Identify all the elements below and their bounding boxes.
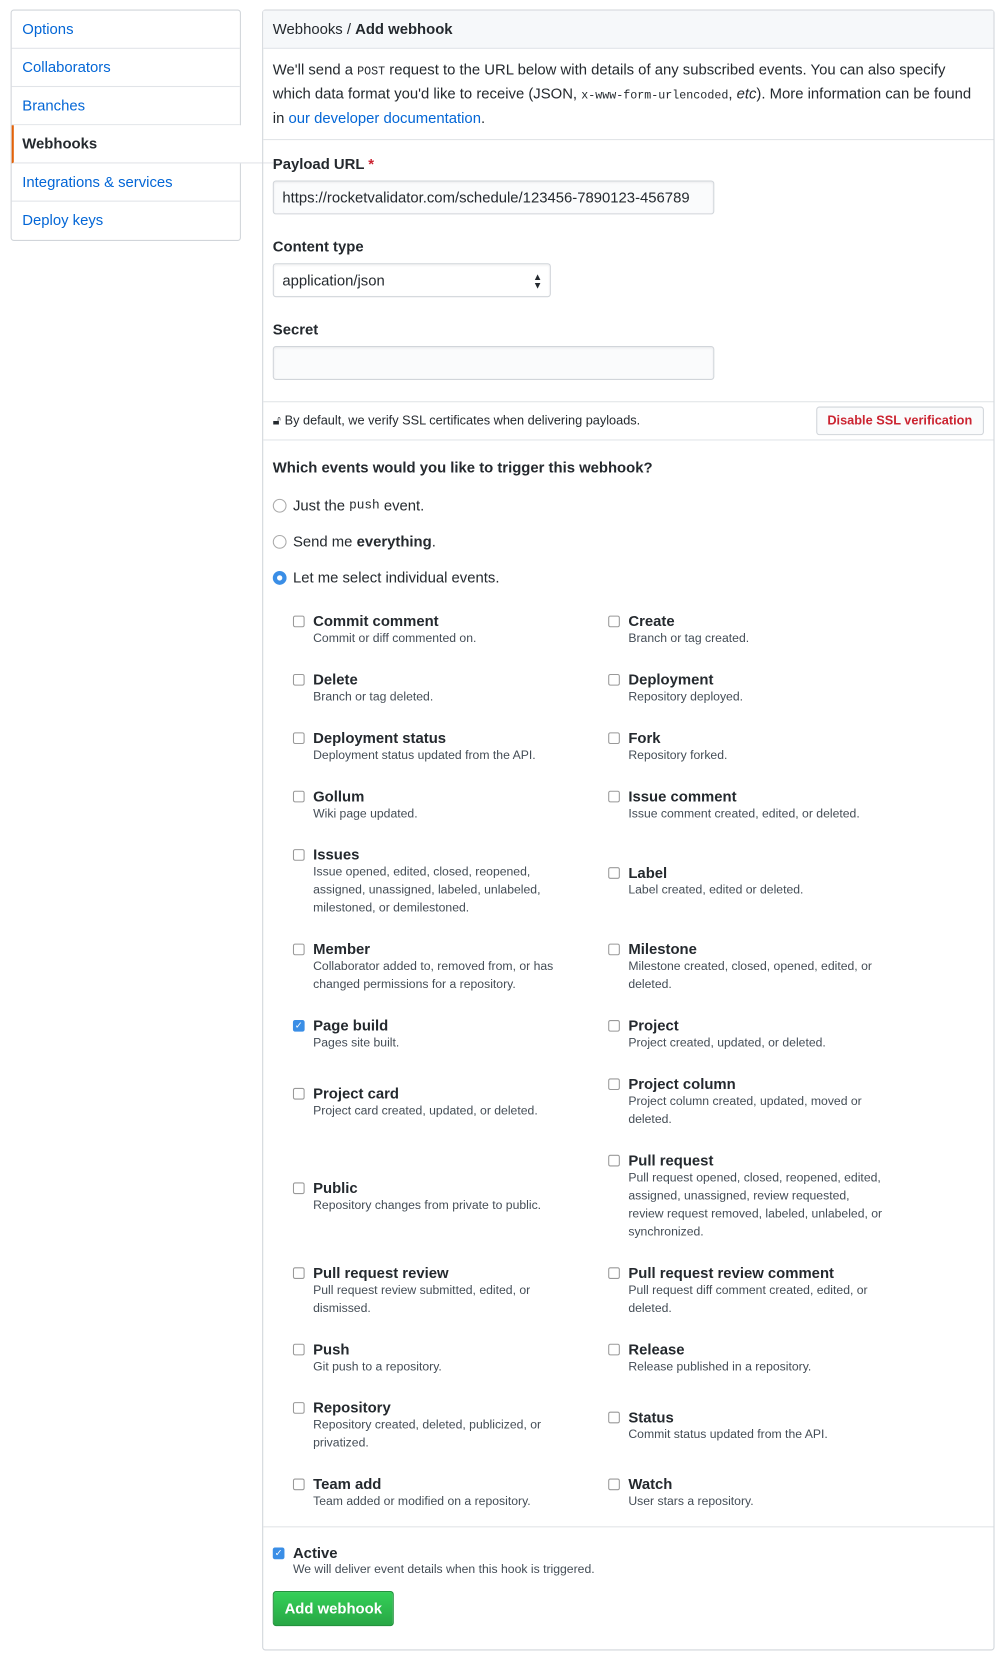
event-checkbox[interactable] <box>293 1087 305 1099</box>
breadcrumb <box>263 11 993 49</box>
event-desc: Wiki page updated. <box>313 807 418 821</box>
event-name: Commit comment <box>313 612 439 630</box>
event-desc: Repository changes from private to public. <box>313 1198 542 1212</box>
radio-label-bold: everything <box>356 532 432 550</box>
intro-part: etc <box>736 84 757 102</box>
events-question: Which events would you like to trigger this webhook? <box>272 458 653 476</box>
event-desc: Deployment status updated from the API. <box>313 749 536 763</box>
event-option[interactable] <box>293 939 608 994</box>
event-name: Release <box>628 1340 685 1358</box>
form-footer <box>263 1526 993 1643</box>
radio-individual[interactable] <box>273 567 984 588</box>
event-option[interactable] <box>608 1151 958 1242</box>
event-option[interactable] <box>608 1474 958 1511</box>
select-arrows-icon: ▲ ▼ <box>532 271 543 291</box>
breadcrumb-parent[interactable]: Webhooks <box>272 20 343 38</box>
event-checkbox[interactable] <box>293 1267 305 1279</box>
event-name: Team add <box>313 1475 382 1493</box>
event-desc: Git push to a repository. <box>313 1360 442 1374</box>
settings-sidebar <box>11 10 241 241</box>
event-desc: Pull request diff comment created, edited, or deleted. <box>628 1284 868 1316</box>
event-checkbox[interactable] <box>293 674 305 686</box>
event-desc: Project column created, updated, moved or deleted. <box>628 1095 862 1127</box>
lock-icon: 🔓︎ <box>272 412 282 428</box>
active-desc: We will deliver event details when this hook is triggered. <box>292 1563 595 1577</box>
event-checkbox[interactable] <box>293 1182 305 1194</box>
intro-part: request to the URL below with details of any subscribed events. You can also specify which data format you'd like to receive (JSON, <box>272 60 946 102</box>
event-checkbox[interactable] <box>293 616 305 628</box>
event-checkbox[interactable] <box>608 1344 620 1356</box>
event-checkbox[interactable] <box>293 944 305 956</box>
event-name: Pull request <box>628 1151 714 1169</box>
ssl-section <box>263 401 993 440</box>
event-checkbox[interactable] <box>293 1402 305 1414</box>
intro-part: ). More information can be found in <box>272 84 972 127</box>
event-desc: Project card created, updated, or deleted. <box>313 1104 538 1118</box>
event-option[interactable] <box>293 1339 608 1376</box>
content-type-label: Content type <box>272 237 364 255</box>
event-name: Create <box>628 612 675 630</box>
event-name: Repository <box>313 1398 391 1416</box>
event-option[interactable] <box>608 863 958 900</box>
developer-docs-link[interactable]: our developer documentation <box>288 109 481 127</box>
event-name: Gollum <box>313 787 365 805</box>
event-name: Delete <box>313 670 358 688</box>
sidebar-item-deploy-keys[interactable]: Deploy keys <box>22 211 104 229</box>
event-name: Project card <box>313 1084 400 1102</box>
event-checkbox[interactable] <box>608 1267 620 1279</box>
event-checkbox[interactable] <box>608 1155 620 1167</box>
radio-label: Just the <box>292 496 345 514</box>
event-desc: Issue opened, edited, closed, reopened, assigned, unassigned, labeled, unlabeled, milestoned, or demilestoned. <box>313 866 541 915</box>
ssl-note <box>273 413 640 429</box>
event-name: Push <box>313 1340 350 1358</box>
event-checkbox[interactable] <box>608 867 620 879</box>
event-option[interactable] <box>293 1178 608 1215</box>
intro-code: POST <box>357 65 386 79</box>
event-option[interactable] <box>608 786 958 823</box>
radio-push-only[interactable] <box>273 495 984 516</box>
event-name: Status <box>628 1407 674 1425</box>
event-checkbox[interactable] <box>608 791 620 803</box>
event-option[interactable] <box>608 1339 958 1376</box>
event-name: Page build <box>313 1016 389 1034</box>
event-name: Label <box>628 863 668 881</box>
event-desc: Pull request opened, closed, reopened, edited, assigned, unassigned, review requested, review request removed, labeled, unlabeled, or synchronized. <box>628 1171 883 1239</box>
event-desc: Milestone created, closed, opened, edited, or deleted. <box>628 960 872 992</box>
sidebar-item-integrations[interactable]: Integrations & services <box>12 163 240 201</box>
event-name: Fork <box>628 729 661 747</box>
event-desc: Issue comment created, edited, or deleted. <box>628 807 860 821</box>
event-desc: Pages site built. <box>313 1036 400 1050</box>
radio-label: . <box>431 532 436 550</box>
event-desc: Commit or diff commented on. <box>313 632 477 646</box>
event-checkbox[interactable] <box>608 1479 620 1491</box>
event-desc: Branch or tag created. <box>628 632 750 646</box>
payload-url-input[interactable]: https://rocketvalidator.com/schedule/123456-7890123-456789 <box>273 180 715 214</box>
active-checkbox[interactable]: ✓ <box>274 1547 283 1559</box>
event-checkbox[interactable] <box>293 1479 305 1491</box>
active-option[interactable] <box>273 1544 984 1576</box>
event-desc: Pull request review submitted, edited, or dismissed. <box>313 1284 531 1316</box>
event-name: Member <box>313 940 371 958</box>
radio-everything[interactable] <box>273 531 984 552</box>
sidebar-item-branches[interactable]: Branches <box>12 87 240 125</box>
event-checkbox[interactable] <box>608 1078 620 1090</box>
event-option[interactable] <box>293 728 608 765</box>
event-option[interactable] <box>293 845 608 918</box>
radio-button[interactable] <box>273 498 287 512</box>
event-checkbox[interactable] <box>293 791 305 803</box>
event-checkbox[interactable]: ✓ <box>294 1020 303 1031</box>
event-name: Project <box>628 1016 679 1034</box>
add-webhook-panel <box>262 10 994 1651</box>
event-option[interactable] <box>608 1074 958 1129</box>
event-checkbox[interactable] <box>608 616 620 628</box>
event-name: Deployment status <box>313 729 447 747</box>
required-marker: * <box>368 154 375 172</box>
intro-code: x-www-form-urlencoded <box>581 90 729 103</box>
intro-part: We'll send a <box>272 60 358 78</box>
event-checkbox[interactable] <box>608 732 620 744</box>
event-desc: User stars a repository. <box>628 1495 754 1509</box>
event-name: Milestone <box>628 940 697 958</box>
event-desc: Label created, edited or deleted. <box>628 884 804 897</box>
event-checkbox[interactable] <box>608 944 620 956</box>
event-option[interactable] <box>293 1474 608 1511</box>
intro-text <box>263 49 993 140</box>
page-title: Add webhook <box>355 20 453 38</box>
event-desc: Collaborator added to, removed from, or has changed permissions for a repository. <box>313 960 554 992</box>
event-desc: Branch or tag deleted. <box>313 690 434 704</box>
event-option[interactable] <box>293 786 608 823</box>
event-checkbox[interactable] <box>293 732 305 744</box>
event-option[interactable] <box>293 670 608 707</box>
event-desc: Team added or modified on a repository. <box>313 1495 531 1509</box>
intro-part: . <box>480 109 486 127</box>
event-name: Watch <box>628 1475 673 1493</box>
secret-label: Secret <box>272 320 319 338</box>
content-type-select[interactable] <box>273 263 551 297</box>
disable-ssl-button[interactable]: Disable SSL verification <box>816 407 984 436</box>
event-option[interactable] <box>293 611 608 648</box>
event-checkbox[interactable] <box>293 849 305 861</box>
payload-url-label-text: Payload URL <box>272 154 365 172</box>
event-option[interactable] <box>293 1016 608 1053</box>
event-checkbox-grid <box>293 611 984 1511</box>
event-name: Pull request review <box>313 1264 449 1282</box>
event-name: Issue comment <box>628 787 737 805</box>
radio-label: event. <box>383 496 425 514</box>
radio-label: Send me <box>292 532 353 550</box>
event-option[interactable] <box>608 670 958 707</box>
event-desc: Repository deployed. <box>628 690 744 704</box>
event-option[interactable] <box>608 1016 958 1053</box>
event-option[interactable] <box>293 1263 608 1318</box>
event-checkbox[interactable] <box>608 674 620 686</box>
radio-button-selected[interactable] <box>273 571 287 585</box>
event-name: Deployment <box>628 670 714 688</box>
event-name: Issues <box>313 845 360 863</box>
payload-url-label <box>273 155 984 172</box>
intro-part: , <box>728 84 737 102</box>
event-name: Public <box>313 1178 358 1196</box>
event-desc: Commit status updated from the API. <box>628 1428 828 1441</box>
radio-label-code: push <box>349 497 380 513</box>
event-checkbox[interactable] <box>608 1020 620 1032</box>
event-option[interactable] <box>608 611 958 648</box>
add-webhook-button[interactable]: Add webhook <box>273 1591 394 1626</box>
event-name: Project column <box>628 1075 736 1093</box>
event-name: Pull request review comment <box>628 1264 834 1282</box>
event-option[interactable] <box>293 1398 608 1453</box>
event-desc: Release published in a repository. <box>628 1360 812 1374</box>
sidebar-item-webhooks[interactable]: Webhooks <box>12 125 290 163</box>
event-option[interactable] <box>608 1263 958 1318</box>
event-desc: Repository forked. <box>628 749 728 763</box>
secret-input[interactable] <box>273 346 715 380</box>
event-desc: Project created, updated, or deleted. <box>628 1036 826 1050</box>
sidebar-item-collaborators[interactable]: Collaborators <box>12 49 240 87</box>
radio-button[interactable] <box>273 534 287 548</box>
event-option[interactable] <box>608 1407 958 1444</box>
event-option[interactable] <box>608 939 958 994</box>
breadcrumb-separator: / <box>342 20 356 38</box>
ssl-text: By default, we verify SSL certificates when delivering payloads. <box>284 412 641 428</box>
event-checkbox[interactable] <box>293 1344 305 1356</box>
radio-label: Let me select individual events. <box>292 568 500 586</box>
sidebar-item-options[interactable]: Options <box>12 11 240 49</box>
active-label: Active <box>292 1544 338 1562</box>
event-desc: Repository created, deleted, publicized, or privatized. <box>313 1419 542 1450</box>
event-option[interactable] <box>608 728 958 765</box>
event-option[interactable] <box>293 1083 608 1120</box>
content-type-value: application/json <box>282 271 385 289</box>
event-checkbox[interactable] <box>608 1411 620 1423</box>
